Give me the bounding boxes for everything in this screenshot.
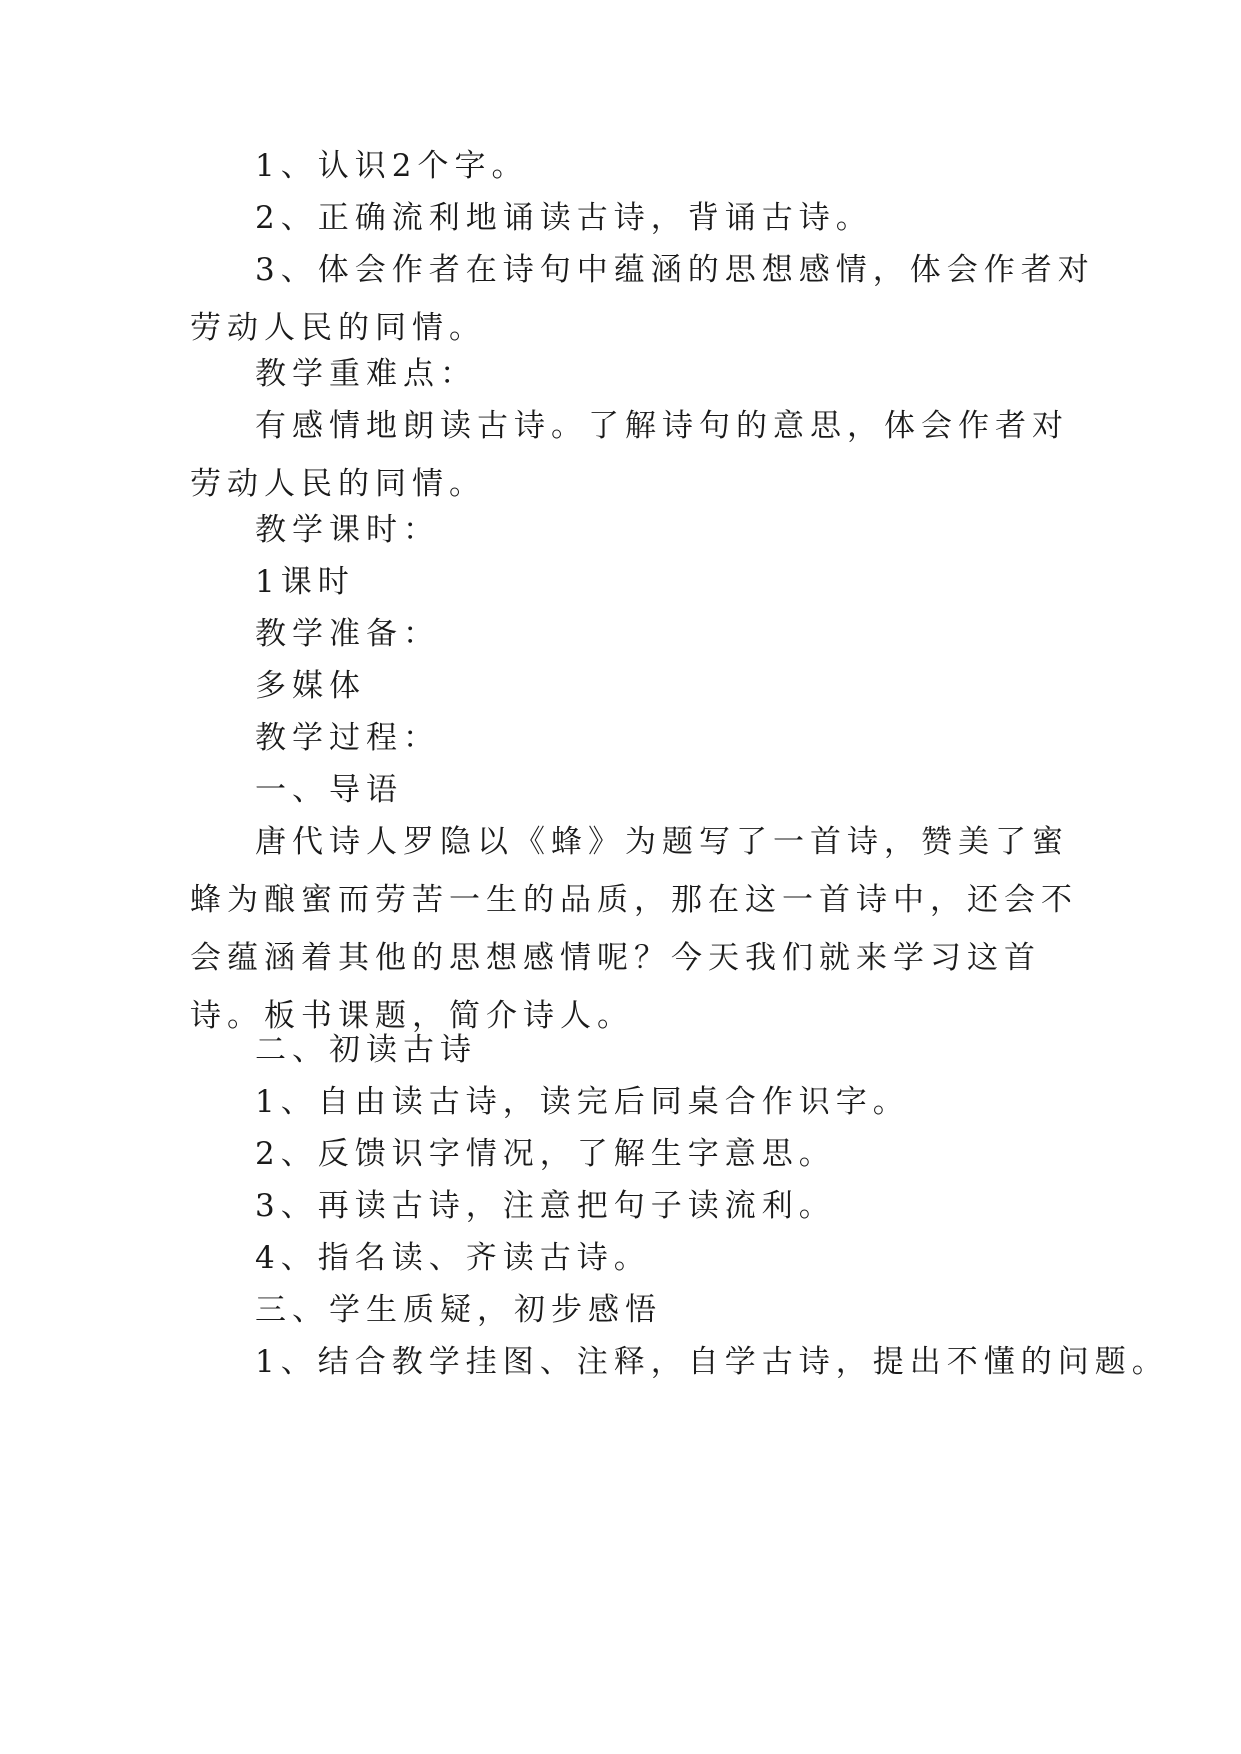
process-heading: 教学过程： (255, 720, 440, 756)
section3-item-1: 1、结合教学挂图、注释，自学古诗，提出不懂的问题。 (255, 1344, 1169, 1380)
objective-2: 2、正确流利地诵读古诗，背诵古诗。 (255, 200, 873, 236)
objective-3: 3、体会作者在诗句中蕴涵的思想感情，体会作者对劳动人民的同情。 (190, 252, 1095, 346)
section3-title: 三、学生质疑，初步感悟 (255, 1292, 662, 1328)
hours-heading: 教学课时： (255, 512, 440, 548)
section1-text: 唐代诗人罗隐以《蜂》为题写了一首诗，赞美了蜜蜂为酿蜜而劳苦一生的品质，那在这一首诗中，还会不会蕴涵着其他的思想感情呢？今天我们就来学习这首诗。板书课题，简介诗人。 (190, 824, 1078, 1034)
section2-title: 二、初读古诗 (255, 1032, 477, 1068)
section2-item-2: 2、反馈识字情况，了解生字意思。 (255, 1136, 836, 1172)
key-points-text: 有感情地朗读古诗。了解诗句的意思，体会作者对劳动人民的同情。 (190, 408, 1069, 502)
key-points-heading: 教学重难点： (255, 356, 477, 392)
hours-text: 1课时 (255, 564, 355, 600)
section2-item-4: 4、指名读、齐读古诗。 (255, 1240, 651, 1276)
section2-item-1: 1、自由读古诗，读完后同桌合作识字。 (255, 1084, 910, 1120)
prep-heading: 教学准备： (255, 616, 440, 652)
objective-1: 1、认识2个字。 (255, 148, 529, 184)
section1-title: 一、导语 (255, 772, 403, 808)
section2-item-3: 3、再读古诗，注意把句子读流利。 (255, 1188, 836, 1224)
prep-text: 多媒体 (255, 668, 366, 704)
